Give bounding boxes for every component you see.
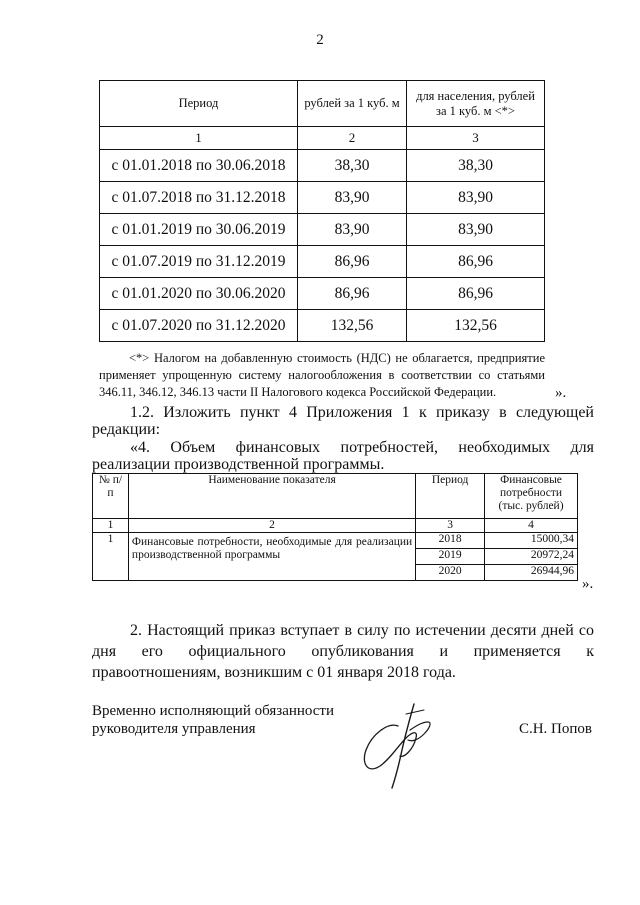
signatory-name: С.Н. Попов <box>518 721 592 737</box>
handwritten-signature <box>358 700 438 790</box>
table-row <box>93 533 578 549</box>
tariff-rate: 86,96 <box>298 278 407 310</box>
tariff-col-number: 2 <box>298 127 407 150</box>
finance-table <box>92 473 578 581</box>
tariff-col-number: 1 <box>100 127 298 150</box>
finance-period: 2019 <box>416 549 485 565</box>
finance-header-name: Наименование показателя <box>128 474 415 519</box>
table-row <box>100 150 545 182</box>
paragraph-2: 2. Настоящий приказ вступает в силу по истечении десяти дней со дня его официального опубликования и применяется к правоотношениям, возникшим с 01 января 2018 года. <box>92 622 594 681</box>
tariff-col-number: 3 <box>407 127 545 150</box>
page-number: 2 <box>316 32 324 48</box>
table-row <box>100 214 545 246</box>
tariff-period: с 01.07.2018 по 31.12.2018 <box>100 182 298 214</box>
tariff-rate: 83,90 <box>298 214 407 246</box>
paragraph-1-2: 1.2. Изложить пункт 4 Приложения 1 к приказу в следующей редакции: <box>92 404 594 438</box>
quote-close: ». <box>582 576 594 592</box>
finance-period: 2018 <box>416 533 485 549</box>
tariff-rate-population: 86,96 <box>407 278 545 310</box>
table-row <box>100 278 545 310</box>
signatory-title: руководителя управления <box>92 721 256 737</box>
finance-value: 26944,96 <box>485 565 578 581</box>
tariff-rate-population: 38,30 <box>407 150 545 182</box>
finance-period: 2020 <box>416 565 485 581</box>
tariff-header-row <box>100 81 545 127</box>
table-row <box>100 310 545 342</box>
finance-col-number: 4 <box>485 519 578 533</box>
tariff-rate: 83,90 <box>298 182 407 214</box>
finance-number-row <box>93 519 578 533</box>
footnote: <*> Налогом на добавленную стоимость (НДС) не облагается, предприятие применяет упрощенную систему налогообложения в соответствии со статьями 346.11, 346.12, 346.13 части II Налогового кодекса Российской Федерации. <box>99 351 545 399</box>
tariff-rate: 86,96 <box>298 246 407 278</box>
tariff-period: с 01.01.2019 по 30.06.2019 <box>100 214 298 246</box>
tariff-table <box>99 80 545 342</box>
finance-col-number: 3 <box>416 519 485 533</box>
finance-header-row <box>93 474 578 519</box>
finance-row-name: Финансовые потребности, необходимые для реализации производственной программы <box>128 533 415 581</box>
tariff-rate-population: 83,90 <box>407 182 545 214</box>
tariff-rate-population: 83,90 <box>407 214 545 246</box>
tariff-rate-population: 86,96 <box>407 246 545 278</box>
tariff-header-population: для населения, рублей за 1 куб. м <*> <box>407 81 545 127</box>
tariff-period: с 01.01.2018 по 30.06.2018 <box>100 150 298 182</box>
tariff-rate: 132,56 <box>298 310 407 342</box>
finance-header-num: № п/п <box>93 474 129 519</box>
finance-header-needs: Финансовые потребности (тыс. рублей) <box>485 474 578 519</box>
tariff-period: с 01.07.2019 по 31.12.2019 <box>100 246 298 278</box>
signatory-title: Временно исполняющий обязанности <box>92 703 335 719</box>
table-row <box>100 246 545 278</box>
quote-close: ». <box>555 385 567 401</box>
paragraph-item-4: «4. Объем финансовых потребностей, необходимых для реализации производственной программы. <box>92 439 594 473</box>
finance-row-number: 1 <box>93 533 129 581</box>
tariff-number-row <box>100 127 545 150</box>
tariff-rate: 38,30 <box>298 150 407 182</box>
finance-header-period: Период <box>416 474 485 519</box>
tariff-period: с 01.01.2020 по 30.06.2020 <box>100 278 298 310</box>
table-row <box>100 182 545 214</box>
tariff-period: с 01.07.2020 по 31.12.2020 <box>100 310 298 342</box>
tariff-rate-population: 132,56 <box>407 310 545 342</box>
finance-value: 15000,34 <box>485 533 578 549</box>
tariff-header-period: Период <box>100 81 298 127</box>
tariff-header-rub: рублей за 1 куб. м <box>298 81 407 127</box>
finance-col-number: 1 <box>93 519 129 533</box>
finance-value: 20972,24 <box>485 549 578 565</box>
finance-col-number: 2 <box>128 519 415 533</box>
